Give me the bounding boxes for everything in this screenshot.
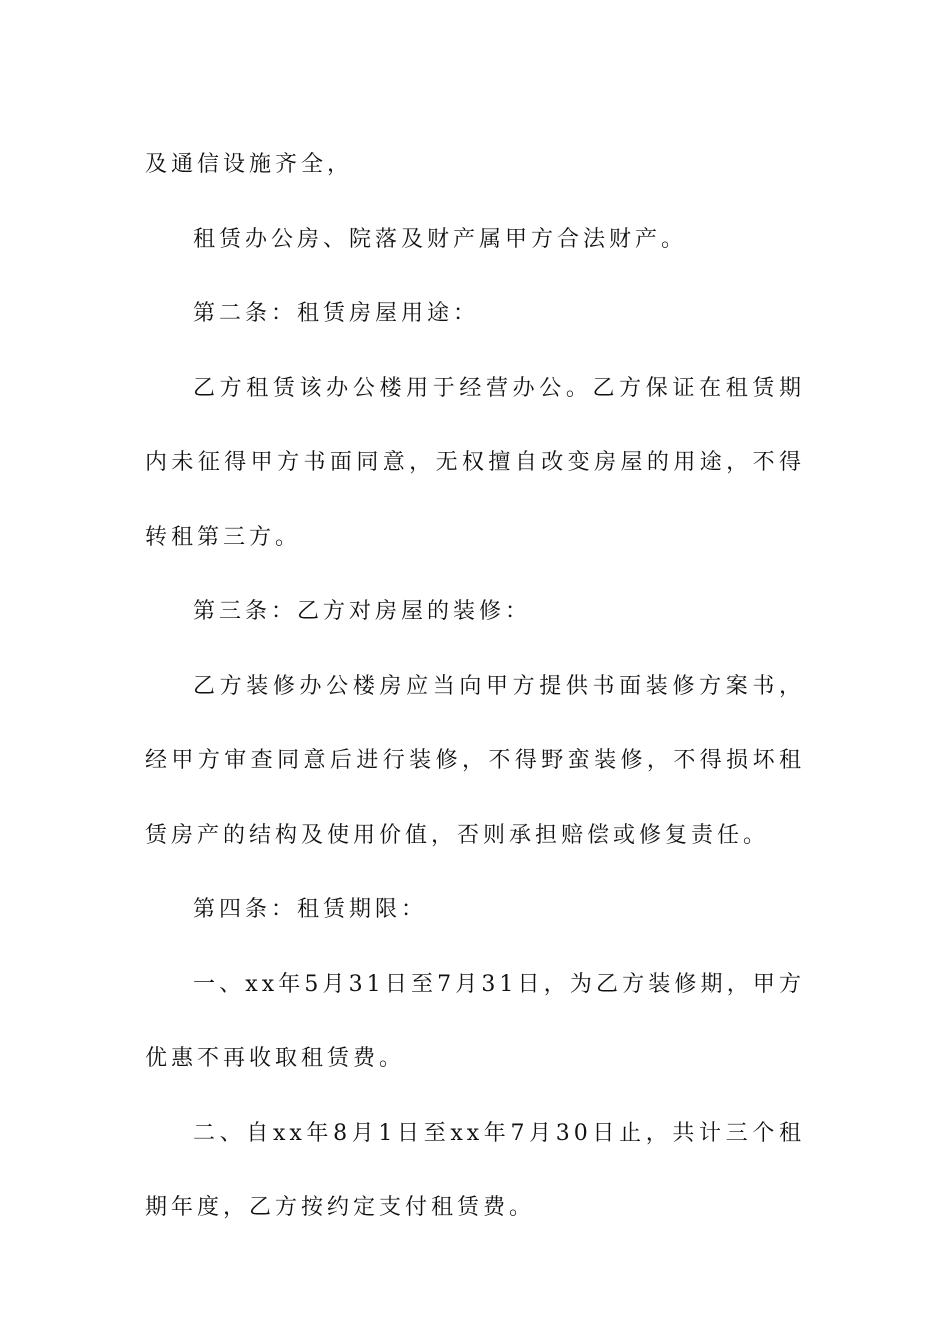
document-body (145, 128, 805, 1246)
paragraph-usage: 乙方租赁该办公楼用于经营办公。乙方保证在租赁期内未征得甲方书面同意，无权擅自改变房屋的用途，不得转租第三方。 (145, 375, 805, 550)
article-3-heading: 第三条：乙方对房屋的装修： (193, 599, 532, 624)
paragraph-term-1: 一、xx年5月31日至7月31日，为乙方装修期，甲方优惠不再收取租赁费。 (145, 971, 805, 1071)
article-4-heading: 第四条：租赁期限： (193, 897, 428, 922)
paragraph-renovation: 乙方装修办公楼房应当向甲方提供书面装修方案书，经甲方审查同意后进行装修，不得野蛮装修，不得损坏租赁房产的结构及使用价值，否则承担赔偿或修复责任。 (145, 673, 805, 848)
paragraph-property-ownership: 租赁办公房、院落及财产属甲方合法财产。 (193, 226, 688, 252)
paragraph-term-2: 二、自xx年8月1日至xx年7月30日止，共计三个租期年度，乙方按约定支付租赁费。 (145, 1120, 805, 1220)
article-2-heading: 第二条：租赁房屋用途： (193, 301, 480, 326)
paragraph-continuation: 及通信设施齐全， (145, 152, 354, 177)
